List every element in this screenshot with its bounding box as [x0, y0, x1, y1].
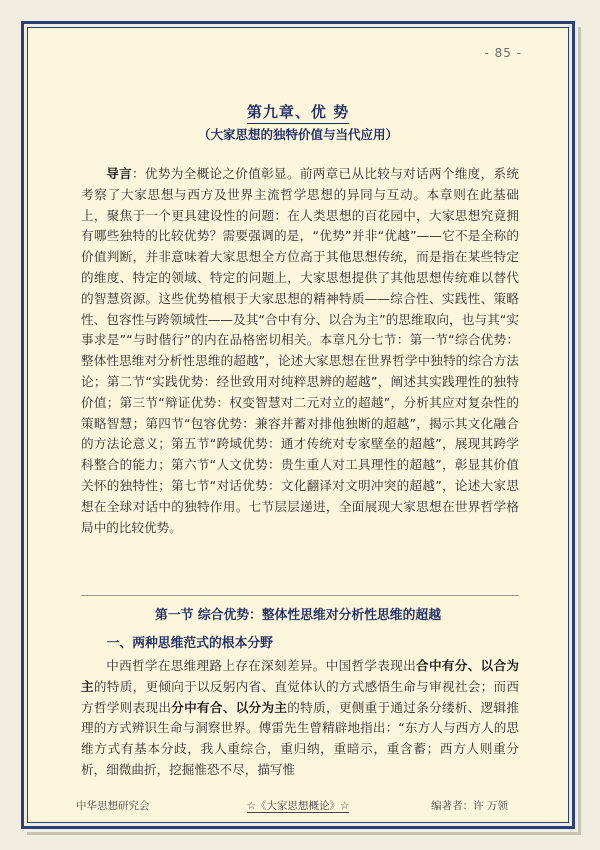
paragraph-bold: 分中有合、以分为主	[171, 699, 288, 715]
paragraph-text: 的特质，更侧重于通过条分缕析、逻辑推理的方式辨识生命与洞察世界。傅雷先生曾精辟地指出：“东方人与西方人的思维方式有基本分歧，我人重综合，重归纳，重暗示，重含蓄；西方人则重分析，细微曲折，挖掘惟恐不尽，描写惟	[81, 699, 520, 777]
intro-label: 导言	[106, 166, 133, 181]
intro-paragraph	[81, 164, 519, 538]
paragraph-text: 中西哲学在思维理路上存在深刻差异。中国哲学表现出	[106, 658, 417, 673]
footer-book-title-text: ☆《大家思想概论》☆	[246, 800, 350, 812]
intro-section	[81, 164, 519, 538]
paragraph-text: 的特质，更倾向于以反躬内省、直觉体认的方式感悟生命与审视社会；而西方哲学则表现出	[81, 678, 520, 715]
section-divider	[81, 595, 519, 596]
intro-text: ：优势为全概论之价值彰显。前两章已从比较与对话两个维度，系统考察了大家思想与西方及世界主流哲学思想的异同与互动。本章则在此基础上，聚焦于一个更具建设性的问题：在人类思想的百花园中，大家思想究竟拥有哪些独特的比较优势？需要强调的是，“优势”并非“优越”——它不是全称的价值判断，并非意味着大家思想全方位高于其他思想传统，而是指在某些特定的维度、特定的领域、特定的问题上，大家思想提供了其他思想传统难以替代的智慧资源。这些优势植根于大家思想的精神特质——综合性、实践性、策略性、包容性与跨领域性——及其“合中有分、以合为主”的思维取向，也与其“实事求是”“与时偕行”的内在品格密切相关。本章凡分七节：第一节“综合优势：整体性思维对分析性思维的超越”，论述大家思想在世界哲学中独特的综合方法论；第二节“实践优势：经世致用对纯粹思辨的超越”，阐述其实践理性的独特价值；第三节“辩证优势：权变智慧对二元对立的超越”，分析其应对复杂性的策略智慧；第四节“包容优势：兼容并蓄对排他独断的超越”，揭示其文化融合的方法论意义；第五节“跨域优势：通才传统对专家壁垒的超越”，展现其跨学科整合的能力；第六节“人文优势：贵生重人对工具理性的超越”，彰显其价值关怀的独特性；第七节“对话优势：文化翻译对文明冲突的超越”，论述大家思想在全球对话中的独特作用。七节层层递进，全面展现大家思想在世界哲学格局中的比较优势。	[81, 166, 520, 535]
footer-author: 编著者：许 万领	[431, 800, 508, 812]
page-number: - 85 -	[484, 46, 522, 60]
paragraph-bold: 合中有分、以合为主	[81, 658, 520, 694]
subsection-title: 一、两种思维范式的根本分野	[106, 636, 273, 651]
chapter-subtitle: （大家思想的独特价值与当代应用）	[197, 127, 398, 142]
section-title: 第一节 综合优势：整体性思维对分析性思维的超越	[155, 608, 441, 623]
section-body	[81, 656, 519, 781]
footer-organization: 中华思想研究会	[76, 800, 150, 812]
document-page	[28, 28, 568, 822]
chapter-title-text: 第九章、优 势	[247, 103, 349, 124]
chapter-title	[28, 101, 568, 122]
section-paragraph	[81, 656, 519, 781]
